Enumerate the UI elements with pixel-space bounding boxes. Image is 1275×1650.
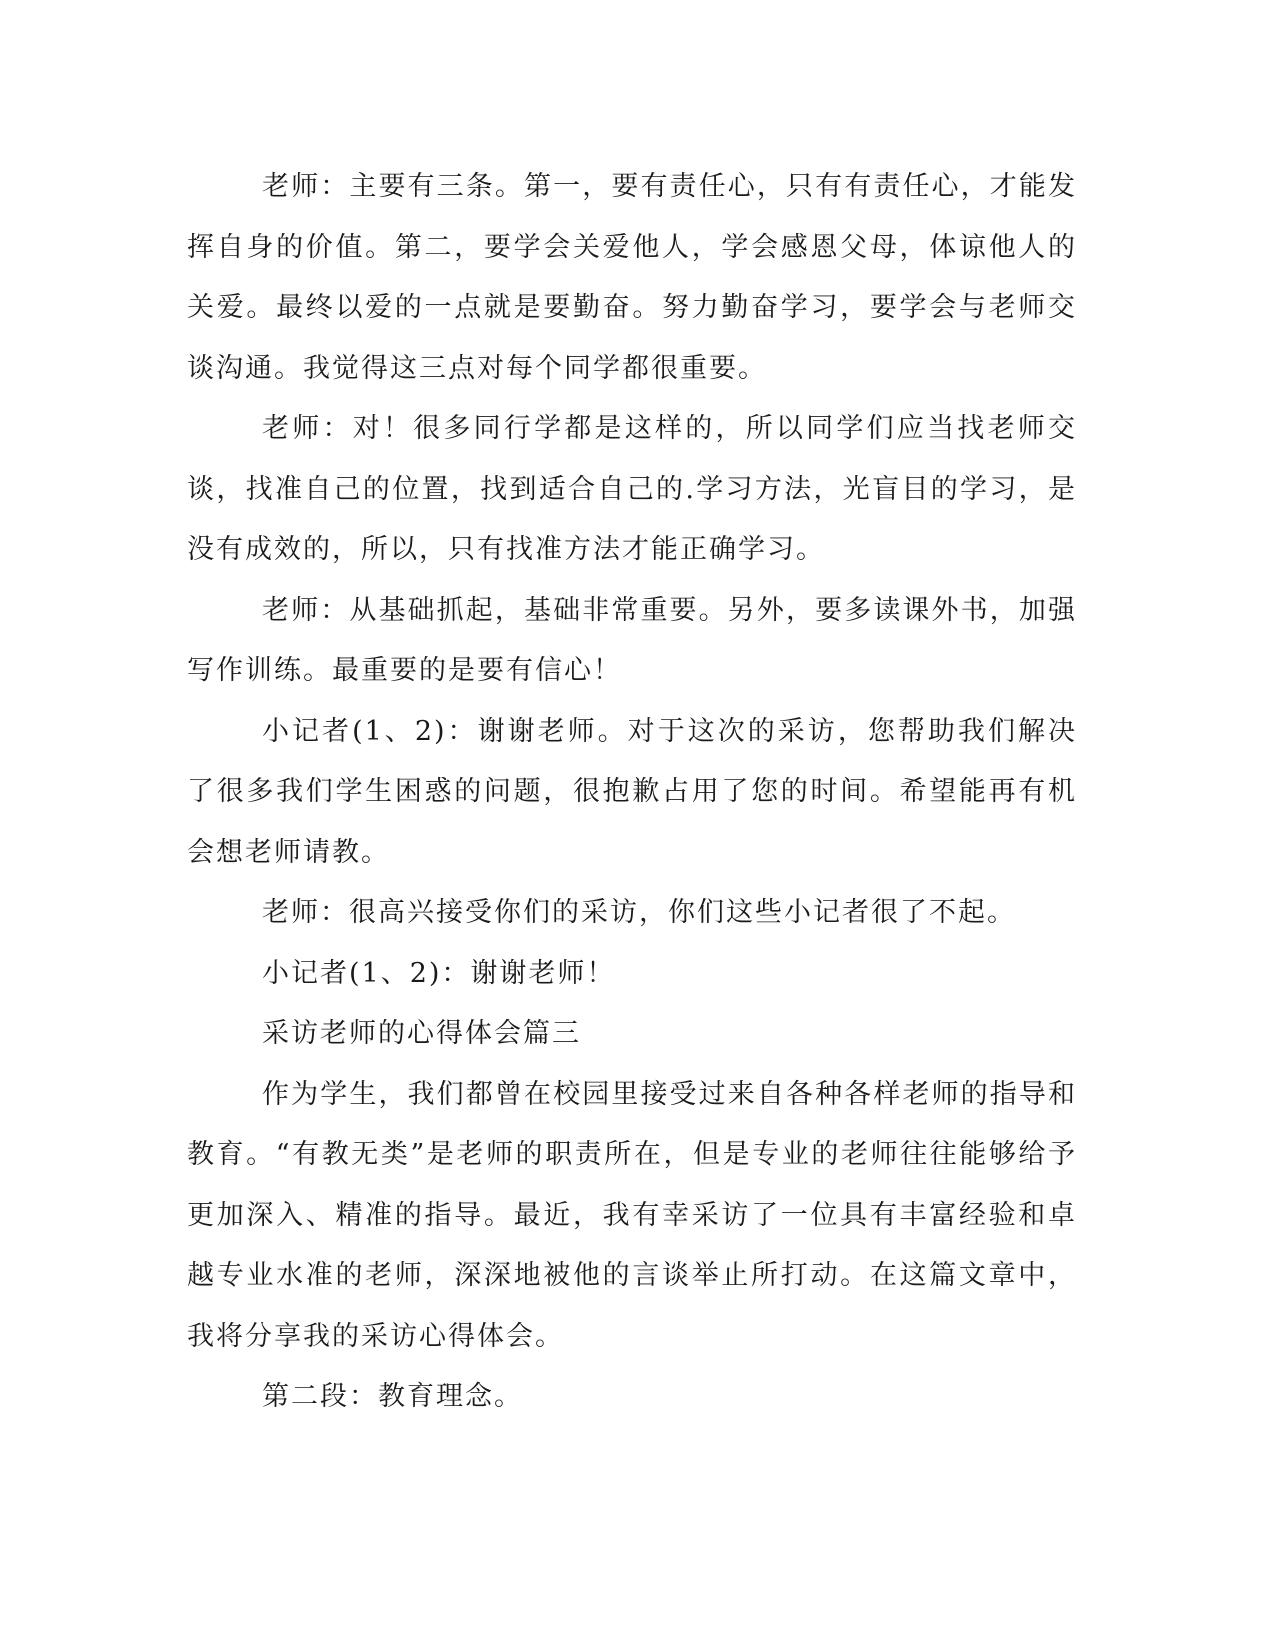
paragraph-introduction: 作为学生，我们都曾在校园里接受过来自各种各样老师的指导和教育。“有教无类”是老师的职责所在，但是专业的老师往往能够给予更加深入、精准的指导。最近，我有幸采访了一位具有丰富经验和卓越专业水准的老师，深深地被他的言谈举止所打动。在这篇文章中，我将分享我的采访心得体会。 [187, 1078, 1077, 1352]
document-body [187, 157, 1077, 1428]
section-heading: 采访老师的心得体会篇三 [262, 1018, 581, 1049]
paragraph-teacher-happy: 老师：很高兴接受你们的采访，你们这些小记者很了不起。 [262, 897, 1016, 928]
paragraph-reporter-thanks: 小记者(1、2)：谢谢老师。对于这次的采访，您帮助我们解决了很多我们学生困惑的问题，很抱歉占用了您的时间。希望能再有机会想老师请教。 [187, 715, 1077, 868]
paragraph-teacher-three-points: 老师：主要有三条。第一，要有责任心，只有有责任心，才能发挥自身的价值。第二，要学会关爱他人，学会感恩父母，体谅他人的关爱。最终以爱的一点就是要勤奋。努力勤奋学习，要学会与老师交谈沟通。我觉得这三点对每个同学都很重要。 [187, 171, 1077, 384]
paragraph-teacher-find-position: 老师：对！很多同行学都是这样的，所以同学们应当找老师交谈，找准自己的位置，找到适合自己的.学习方法，光盲目的学习，是没有成效的，所以，只有找准方法才能正确学习。 [187, 413, 1077, 565]
subsection-heading: 第二段：教育理念。 [262, 1381, 523, 1412]
paragraph-reporter-thanks-short: 小记者(1、2)：谢谢老师！ [262, 957, 616, 989]
paragraph-teacher-basics: 老师：从基础抓起，基础非常重要。另外，要多读课外书，加强写作训练。最重要的是要有信心！ [187, 594, 1077, 686]
